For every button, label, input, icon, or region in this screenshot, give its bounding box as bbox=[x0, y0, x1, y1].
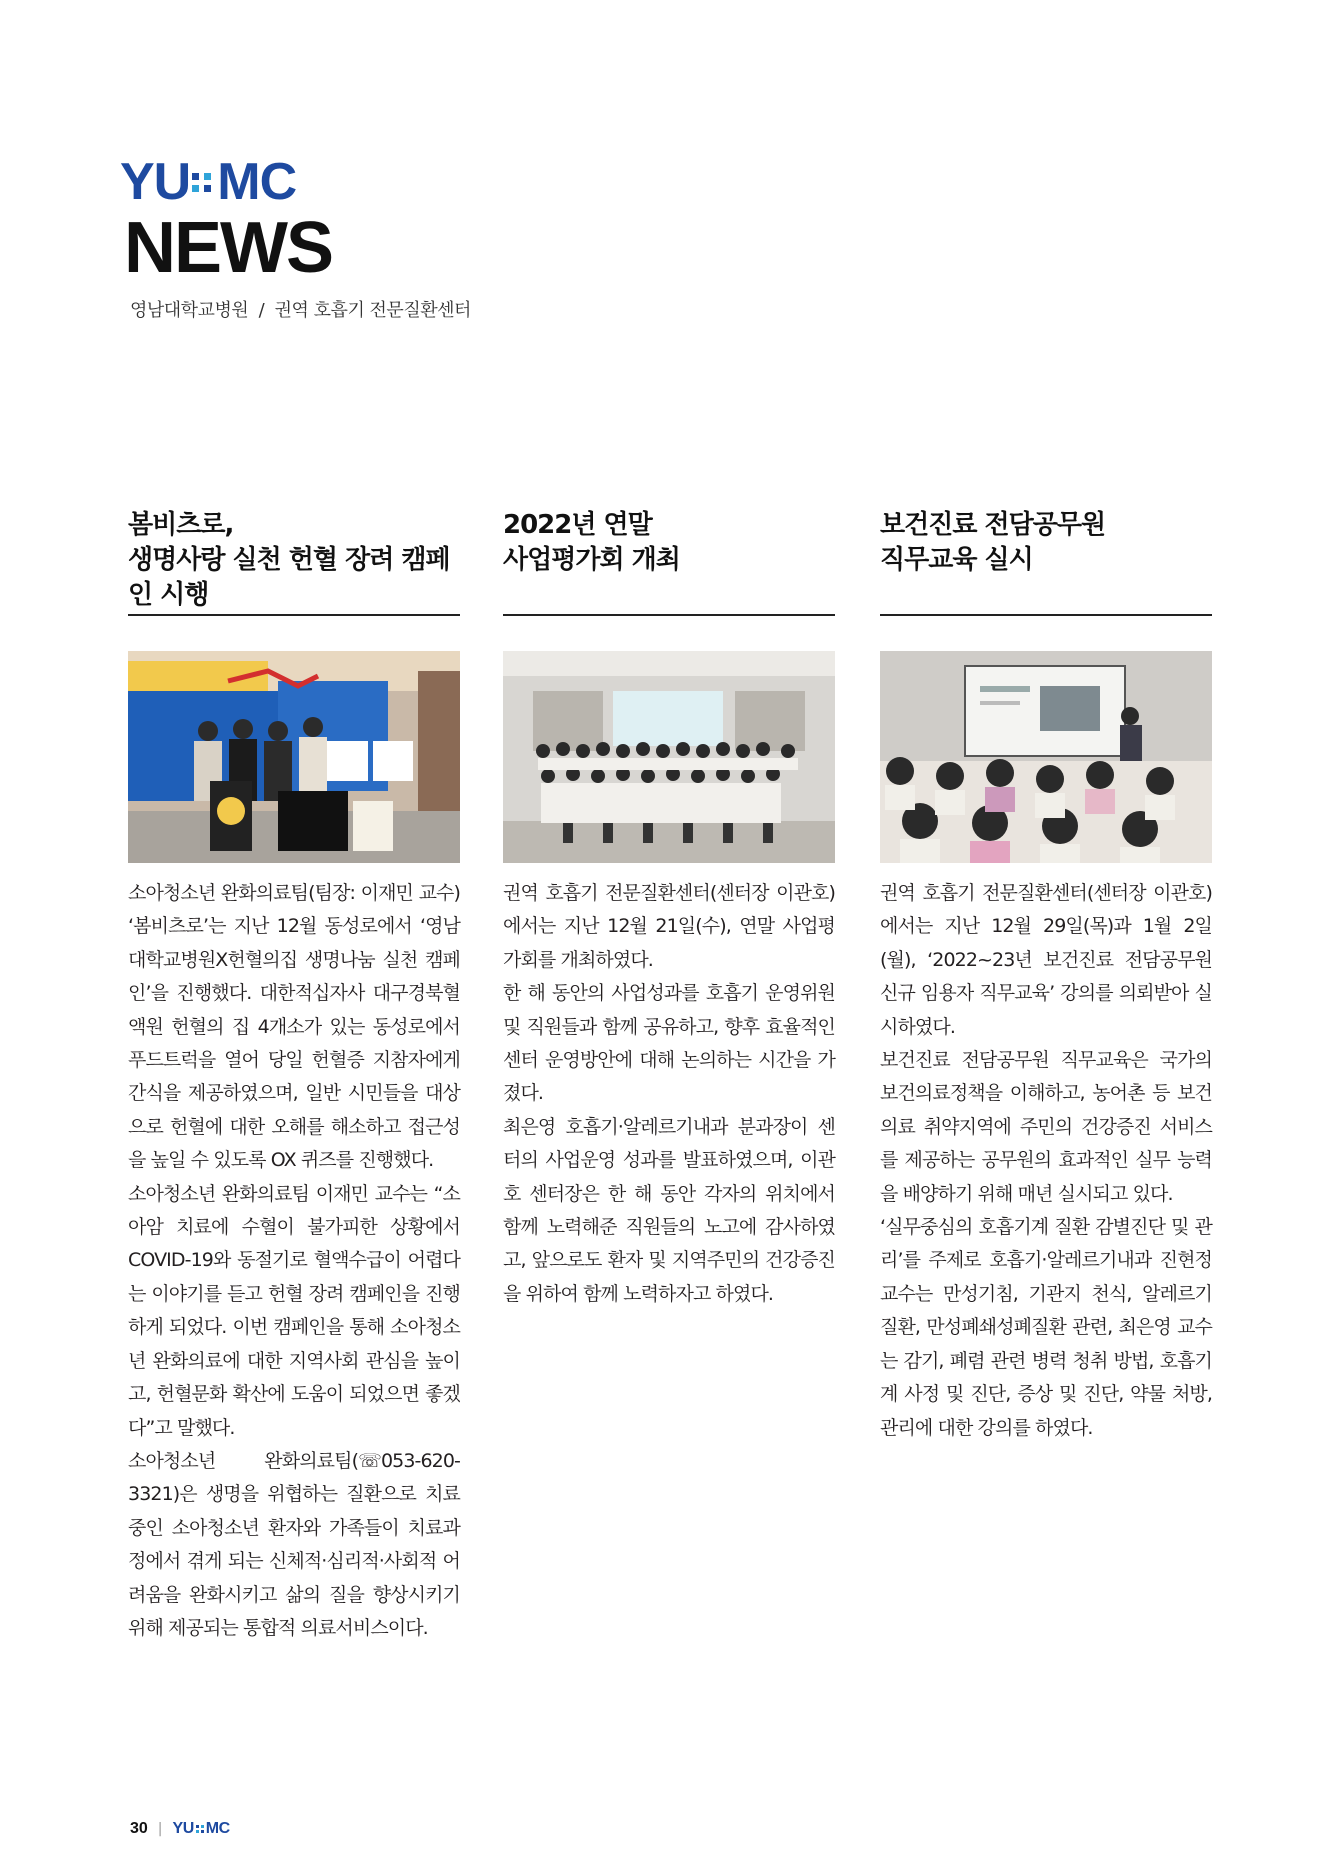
article-year-end-evaluation bbox=[503, 508, 835, 1311]
footer-logo-mc: MC bbox=[205, 1820, 230, 1837]
headline-line-1: 봄비츠로, bbox=[128, 510, 234, 540]
article-body bbox=[880, 877, 1212, 1445]
logo-text-mc: MC bbox=[217, 153, 297, 211]
headline-line-2: 사업평가회 개최 bbox=[503, 545, 680, 575]
divider bbox=[128, 614, 460, 616]
page-subtitle: 영남대학교병원 / 권역 호흡기 전문질환센터 bbox=[130, 300, 471, 321]
logo-text-yu: YU bbox=[120, 153, 191, 211]
footer-logo-yu: YU bbox=[172, 1820, 194, 1837]
article-body bbox=[503, 877, 835, 1311]
paragraph: 소아청소년 완화의료팀 이재민 교수는 “소아암 치료에 수혈이 불가피한 상황에서 COVID-19와 동절기로 혈액수급이 어렵다는 이야기를 듣고 헌혈 장려 캠페인을 진행하게 되었다. 이번 캠페인을 통해 소아청소년 완화의료에 대한 지역사회 관심을 높이고, 헌혈문화 확산에 도움이 되었으면 좋겠다”고 말했다. bbox=[128, 1182, 460, 1439]
logo-mark-icon bbox=[192, 173, 211, 192]
group-photo bbox=[503, 651, 835, 863]
page-number: 30 bbox=[130, 1820, 148, 1837]
headline-line-1: 보건진료 전담공무원 bbox=[880, 510, 1106, 540]
footer-logo-mark-icon bbox=[196, 1825, 204, 1833]
headline-line-2: 직무교육 실시 bbox=[880, 545, 1033, 575]
article-headline bbox=[503, 508, 835, 604]
paragraph: 권역 호흡기 전문질환센터(센터장 이관호)에서는 지난 12월 29일(목)과 1월 2일(월), ‘2022~23년 보건진료 전담공무원 신규 임용자 직무교육’ 강의를 의뢰받아 실시하였다. bbox=[880, 882, 1212, 1038]
article-headline bbox=[880, 508, 1212, 604]
photo-illustration bbox=[128, 651, 460, 863]
divider bbox=[880, 614, 1212, 616]
lecture-photo bbox=[880, 651, 1212, 863]
photo-illustration bbox=[880, 651, 1212, 863]
article-staff-training bbox=[880, 508, 1212, 1445]
paragraph: 권역 호흡기 전문질환센터(센터장 이관호)에서는 지난 12월 21일(수), 연말 사업평가회를 개최하였다. bbox=[503, 882, 835, 971]
divider bbox=[503, 614, 835, 616]
paragraph: 소아청소년 완화의료팀(팀장: 이재민 교수) ‘봄비츠로’는 지난 12월 동성로에서 ‘영남대학교병원X헌혈의집 생명나눔 실천 캠페인’을 진행했다. 대한적십자사 대구경북혈액원 헌혈의 집 4개소가 있는 동성로에서 푸드트럭을 열어 당일 헌혈증 지참자에게 간식을 제공하였으며, 일반 시민들을 대상으로 헌혈에 대한 오해를 해소하고 접근성을 높일 수 있도록 OX 퀴즈를 진행했다. bbox=[128, 882, 460, 1172]
article-body bbox=[128, 877, 460, 1645]
page-footer bbox=[130, 1820, 230, 1838]
paragraph: 보건진료 전담공무원 직무교육은 국가의 보건의료정책을 이해하고, 농어촌 등 보건의료 취약지역에 주민의 건강증진 서비스를 제공하는 공무원의 효과적인 실무 능력을 배양하기 위해 매년 실시되고 있다. bbox=[880, 1049, 1212, 1205]
headline-line-1: 2022년 연말 bbox=[503, 510, 652, 540]
article-headline bbox=[128, 508, 460, 610]
blood-donation-campaign-photo bbox=[128, 651, 460, 863]
yumc-logo bbox=[120, 153, 297, 211]
photo-illustration bbox=[503, 651, 835, 863]
article-blood-donation bbox=[128, 508, 460, 1645]
paragraph: 최은영 호흡기·알레르기내과 분과장이 센터의 사업운영 성과를 발표하였으며, 이관호 센터장은 한 해 동안 각자의 위치에서 함께 노력해준 직원들의 노고에 감사하였고, 앞으로도 환자 및 지역주민의 건강증진을 위하여 함께 노력하자고 하였다. bbox=[503, 1115, 835, 1305]
paragraph: 소아청소년 완화의료팀(☏053-620-3321)은 생명을 위협하는 질환으로 치료 중인 소아청소년 환자와 가족들이 치료과정에서 겪게 되는 신체적·심리적·사회적 어려움을 완화시키고 삶의 질을 향상시키기 위해 제공되는 통합적 의료서비스이다. bbox=[128, 1449, 460, 1639]
paragraph: 한 해 동안의 사업성과를 호흡기 운영위원 및 직원들과 함께 공유하고, 향후 효율적인 센터 운영방안에 대해 논의하는 시간을 가졌다. bbox=[503, 982, 835, 1105]
paragraph: ‘실무중심의 호흡기계 질환 감별진단 및 관리’를 주제로 호흡기·알레르기내과 진현정 교수는 만성기침, 기관지 천식, 알레르기 질환, 만성폐쇄성폐질환 관련, 최은영 교수는 감기, 폐렴 관련 병력 청취 방법, 호흡기계 사정 및 진단, 증상 및 진단, 약물 처방, 관리에 대한 강의를 하였다. bbox=[880, 1216, 1212, 1439]
page-title: NEWS bbox=[124, 208, 332, 288]
footer-separator: | bbox=[157, 1821, 163, 1837]
footer-logo bbox=[173, 1820, 230, 1838]
headline-line-2: 생명사랑 실천 헌혈 장려 캠페인 시행 bbox=[128, 545, 450, 610]
